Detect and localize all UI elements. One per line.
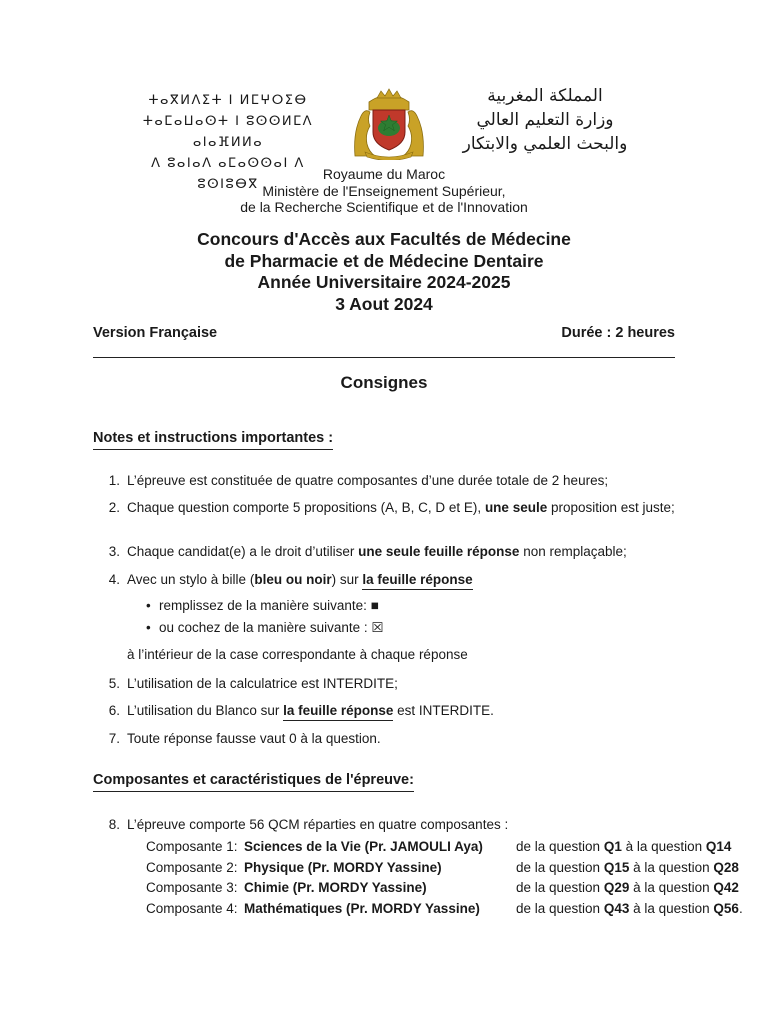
crossed-box-icon: ☒	[371, 620, 384, 635]
version-label: Version Française	[93, 325, 218, 341]
exam-date: 3 Aout 2024	[335, 293, 433, 314]
component-row: Composante 2: Physique (Pr. MORDY Yassine) de la question Q15 à la question Q28	[146, 860, 739, 875]
component-row: Composante 3: Chimie (Pr. MORDY Yassine) de la question Q29 à la question Q42	[146, 880, 739, 895]
answer-sheet-underline: la feuille réponse	[283, 703, 393, 721]
notes-heading: Notes et instructions importantes :	[93, 430, 333, 450]
duration-label: Durée : 2 heures	[561, 325, 675, 341]
exam-meta-row	[93, 325, 675, 358]
ministry-name-line2: de la Recherche Scientifique et de l'Innovation	[240, 199, 528, 215]
exam-title: Concours d'Accès aux Facultés de Médecine de Pharmacie et de Médecine Dentaire Année Universitaire 2024-2025 3 Aout 2024	[0, 229, 768, 315]
tifinagh-ministry-name: ⵜⴰⴳⵍⴷⵉⵜ ⵏ ⵍⵎⵖⵔⵉⴱ ⵜⴰⵎⴰⵡⴰⵙⵜ ⵏ ⵓⵙⵙⵍⵎⴷ ⴰⵏⴰⴼⵍⵍⴰ ⴷ ⵓⴰⵏⴰⴷ ⴰⵎⴰⵙⵙⴰⵏ ⴷ ⵓⵙⵏⵓⴱⴳ	[142, 93, 314, 192]
filled-square-icon: ■	[370, 598, 379, 613]
component-row: Composante 4: Mathématiques (Pr. MORDY Yassine) de la question Q43 à la question Q56.	[146, 901, 743, 916]
coat-of-arms-emblem	[351, 86, 427, 160]
bullet-item: • remplissez de la manière suivante: ■	[146, 598, 379, 613]
instruction-continuation: à l’intérieur de la case correspondante à chaque réponse	[127, 647, 468, 662]
ministry-block	[0, 166, 768, 216]
answer-sheet-underline: la feuille réponse	[362, 572, 472, 590]
country-name: Royaume du Maroc	[322, 166, 446, 182]
arabic-ministry-name: المملكة المغربية وزارة التعليم العالي والبحث العلمي والابتكار	[462, 86, 628, 154]
composantes-heading: Composantes et caractéristiques de l'épreuve:	[93, 772, 414, 792]
component-row: Composante 1: Sciences de la Vie (Pr. JAMOULI Aya) de la question Q1 à la question Q14	[146, 839, 732, 854]
consignes-heading: Consignes	[340, 373, 428, 392]
bullet-item: • ou cochez de la manière suivante : ☒	[146, 620, 384, 635]
ministry-name-line1: Ministère de l'Enseignement Supérieur,	[262, 182, 506, 199]
